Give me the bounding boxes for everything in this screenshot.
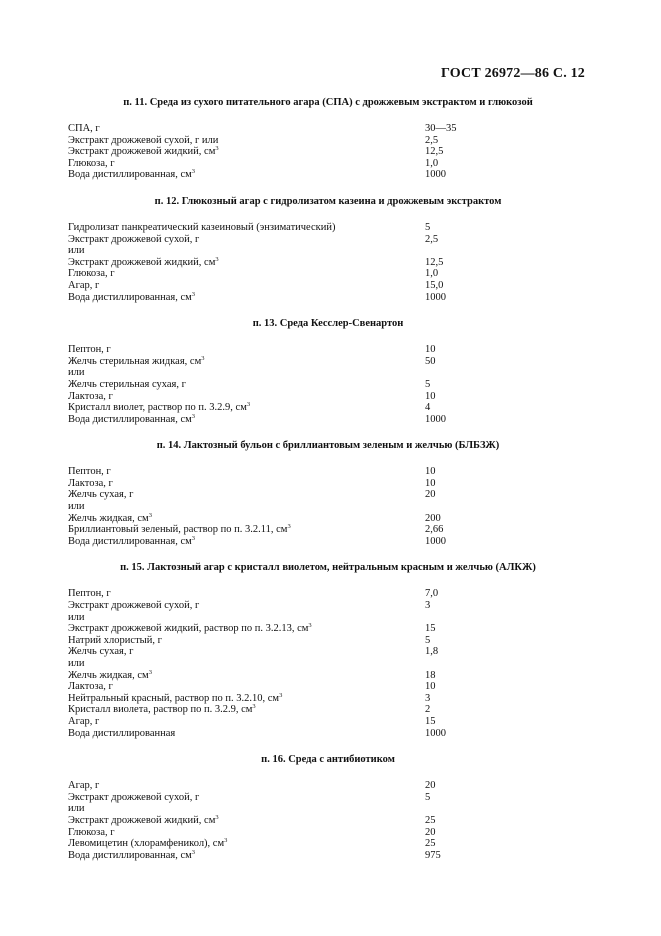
ingredient-label-text: Вода дистиллированная, см [68,849,192,861]
ingredient-label [68,536,195,548]
recipe-section [68,561,588,739]
section-title: п. 15. Лактозный агар с кристалл виолетом, нейтральным красным и желчью (АЛКЖ) [120,562,536,574]
ingredient-amount: 4 [425,402,431,414]
ingredient-row [68,466,588,478]
ingredient-row [68,623,588,635]
ingredient-label [68,356,204,368]
ingredient-label [68,402,250,414]
ingredient-amount: 200 [425,512,441,524]
ingredient-amount: 10 [425,390,436,402]
ingredient-row [68,815,588,827]
ingredient-label [68,268,115,280]
ingredient-label-text: Экстракт дрожжевой сухой, г [68,791,200,803]
ingredient-row [68,588,588,600]
unit-superscript: 3 [252,703,256,711]
ingredient-label [68,704,256,716]
unit-superscript: 3 [246,401,251,409]
recipe-section [68,96,588,181]
unit-superscript: 3 [308,622,312,630]
section-title: п. 11. Среда из сухого питательного агара (СПА) с дрожжевым экстрактом и глюкозой [123,97,533,108]
ingredient-label-text: Вода дистиллированная, см [68,169,192,181]
ingredient-row [68,524,588,536]
unit-superscript: 3 [279,691,283,699]
ingredient-row [68,257,588,269]
ingredient-row [68,513,588,525]
ingredient-amount: 2,66 [425,524,444,536]
section-title: п. 13. Среда Кесслер-Свенартон [252,318,404,330]
ingredient-label-text: Вода дистиллированная, см [68,413,192,425]
ingredient-amount: 1000 [425,727,446,739]
ingredient-amount: 3 [425,692,431,704]
ingredient-amount: 2,5 [425,134,439,146]
ingredient-label [68,803,84,815]
ingredient-amount: 10 [425,477,436,489]
ingredient-label-text: или [68,611,85,623]
ingredient-label-text: Вода дистиллированная, см [68,535,192,547]
ingredient-label [68,658,84,670]
ingredient-label-text: Желчь жидкая, см [68,669,149,681]
ingredient-label [68,635,162,647]
ingredient-row [68,670,588,682]
ingredient-label [68,623,312,635]
ingredient-row [68,658,588,670]
ingredient-label-text: Экстракт дрожжевой жидкий, раствор по п. 3.2.13, см [68,623,309,635]
ingredient-amount: 2,5 [425,233,439,245]
section-title: п. 16. Среда с антибиотиком [261,754,395,766]
ingredient-label [68,478,113,490]
ingredient-label [68,123,100,135]
ingredient-label [68,524,291,536]
ingredient-row [68,169,588,181]
ingredient-amount: 10 [425,466,436,478]
ingredient-label-text: Кристалл виолет, раствор по п. 3.2.9, см [68,402,247,414]
ingredient-amount: 30—35 [425,123,457,134]
ingredient-label [68,489,133,501]
ingredient-row [68,402,588,414]
ingredient-amount: 7,0 [425,588,439,600]
ingredient-amount: 1,8 [425,646,439,658]
ingredient-row [68,245,588,257]
ingredient-label-text: Пептон, г [68,588,111,600]
ingredient-label [68,600,199,612]
ingredient-label [68,792,199,804]
ingredient-label-text: Желчь сухая, г [68,489,134,501]
unit-superscript: 3 [148,511,152,519]
unit-superscript: 3 [215,145,219,153]
ingredient-row [68,489,588,501]
ingredient-label-text: Экстракт дрожжевой сухой, г [68,600,200,612]
ingredient-amount: 5 [425,378,431,390]
ingredient-label-text: Натрий хлористый, г [68,634,162,646]
ingredient-label-text: Глюкоза, г [68,826,115,838]
unit-superscript: 3 [287,523,291,531]
ingredient-label-text: Пептон, г [68,344,111,356]
page-header: ГОСТ 26972—86 С. 12 [441,66,585,81]
document-body [68,96,588,875]
ingredient-label [68,838,227,850]
unit-superscript: 3 [191,412,196,420]
ingredient-row [68,391,588,403]
ingredient-label [68,681,113,693]
ingredient-label [68,146,219,158]
ingredient-label [68,588,111,600]
ingredient-label-text: или [68,245,85,257]
ingredient-amount: 1000 [425,413,446,425]
section-title: п. 14. Лактозный бульон с бриллиантовым зеленым и желчью (БЛБЗЖ) [156,440,500,452]
ingredient-label-text: Кристалл виолета, раствор по п. 3.2.9, см [68,704,253,716]
ingredient-label [68,670,152,682]
unit-superscript: 3 [215,255,219,263]
ingredient-row [68,158,588,170]
ingredient-label-text: Вода дистиллированная [68,727,176,739]
ingredient-row [68,728,588,740]
ingredient-row [68,222,588,234]
ingredient-label [68,280,99,292]
ingredient-label-text: Агар, г [68,715,100,727]
ingredient-row [68,356,588,368]
ingredient-amount: 10 [425,681,436,693]
ingredient-label-text: Вода дистиллированная, см [68,291,192,303]
ingredient-amount: 20 [425,826,436,838]
ingredient-row [68,827,588,839]
ingredient-amount: 12,5 [425,256,444,268]
ingredient-label-text: или [68,803,85,815]
ingredient-row [68,379,588,391]
ingredient-label-text: Лактоза, г [68,681,113,693]
unit-superscript: 3 [191,290,196,298]
ingredient-row [68,646,588,658]
ingredient-row [68,292,588,304]
ingredient-amount: 1000 [425,535,446,547]
ingredient-label-text: Бриллиантовый зеленый, раствор по п. 3.2.11, см [68,524,288,536]
recipe-section [68,439,588,547]
ingredient-row [68,344,588,356]
recipe-section [68,317,588,425]
ingredient-amount: 5 [425,791,431,803]
ingredient-label-text: или [68,658,85,669]
ingredient-label-text: Лактоза, г [68,477,113,489]
ingredient-amount: 12,5 [425,146,444,158]
recipe-section [68,195,588,303]
ingredient-label [68,344,111,356]
ingredient-row [68,135,588,147]
ingredient-label-text: Левомицетин (хлорамфеникол), см [68,838,225,850]
ingredient-label [68,646,133,658]
ingredient-row [68,803,588,815]
ingredient-row [68,146,588,158]
ingredient-amount: 1000 [425,169,446,181]
ingredient-row [68,704,588,716]
ingredient-label [68,292,195,304]
ingredient-label [68,222,335,234]
ingredient-label [68,169,195,181]
ingredient-label [68,367,84,379]
unit-superscript: 3 [201,354,205,362]
ingredient-label-text: или [68,501,85,513]
ingredient-row [68,792,588,804]
ingredient-amount: 1000 [425,291,446,303]
ingredient-row [68,716,588,728]
ingredient-row [68,123,588,135]
ingredient-amount: 20 [425,489,436,501]
ingredient-label [68,815,219,827]
unit-superscript: 3 [191,848,196,856]
ingredient-row [68,414,588,426]
ingredient-label-text: Желчь стерильная жидкая, см [68,355,202,367]
ingredient-label-text: Агар, г [68,780,100,792]
ingredient-label [68,728,175,740]
ingredient-row [68,501,588,513]
ingredient-label-text: Глюкоза, г [68,268,115,280]
ingredient-label [68,158,115,170]
ingredient-label [68,379,186,391]
ingredient-label-text: Желчь стерильная сухая, г [68,378,186,390]
ingredient-label-text: Пептон, г [68,466,111,478]
ingredient-label-text: Желчь жидкая, см [68,512,149,524]
ingredient-row [68,612,588,624]
ingredient-amount: 2 [425,704,431,716]
ingredient-row [68,367,588,379]
unit-superscript: 3 [191,168,196,176]
ingredient-amount: 3 [425,600,431,612]
ingredient-label-text: Агар, г [68,279,100,291]
recipe-section [68,753,588,861]
section-title: п. 12. Глюкозный агар с гидролизатом казеина и дрожжевым экстрактом [154,195,502,207]
ingredient-label [68,466,111,478]
ingredient-amount: 25 [425,814,436,826]
ingredient-amount: 1,0 [425,157,439,169]
ingredient-amount: 25 [425,838,436,850]
ingredient-row [68,280,588,292]
ingredient-row [68,635,588,647]
ingredient-amount: 15,0 [425,279,444,291]
ingredient-label [68,257,219,269]
ingredient-label [68,245,84,257]
ingredient-amount: 15 [425,715,436,727]
ingredient-label-text: Экстракт дрожжевой сухой, г [68,233,200,245]
ingredient-row [68,838,588,850]
ingredient-label [68,135,218,147]
ingredient-label-text: Экстракт дрожжевой жидкий, см [68,146,216,158]
ingredient-label-text: Нейтральный красный, раствор по п. 3.2.10, см [68,692,280,704]
ingredient-amount: 10 [425,344,436,356]
unit-superscript: 3 [191,534,196,542]
ingredient-row [68,536,588,548]
unit-superscript: 3 [215,813,219,821]
ingredient-row [68,681,588,693]
ingredient-label-text: Экстракт дрожжевой жидкий, см [68,814,216,826]
ingredient-amount: 20 [425,780,436,792]
ingredient-label-text: Лактоза, г [68,390,113,402]
ingredient-label [68,693,282,705]
ingredient-label [68,780,99,792]
ingredient-amount: 975 [425,849,441,861]
ingredient-amount: 5 [425,634,431,646]
ingredient-label [68,612,84,624]
ingredient-label [68,501,84,513]
ingredient-row [68,234,588,246]
ingredient-label [68,850,195,862]
ingredient-row [68,780,588,792]
ingredient-label-text: или [68,367,85,379]
ingredient-label-text: Экстракт дрожжевой жидкий, см [68,256,216,268]
ingredient-row [68,268,588,280]
ingredient-label [68,513,152,525]
ingredient-row [68,600,588,612]
unit-superscript: 3 [148,668,152,676]
ingredient-amount: 5 [425,221,431,233]
ingredient-label-text: Глюкоза, г [68,157,115,169]
ingredient-label-text: Гидролизат панкреатический казеиновый (энзиматический) [68,221,336,233]
ingredient-label-text: Желчь сухая, г [68,646,134,658]
ingredient-label [68,234,199,246]
ingredient-row [68,693,588,705]
ingredient-amount: 50 [425,355,436,367]
ingredient-row [68,850,588,862]
unit-superscript: 3 [224,837,228,845]
ingredient-amount: 1,0 [425,268,439,280]
ingredient-label [68,414,195,426]
ingredient-label-text: СПА, г [68,123,100,134]
ingredient-amount: 18 [425,669,436,681]
ingredient-label [68,827,115,839]
ingredient-amount: 15 [425,623,436,635]
ingredient-label [68,716,99,728]
ingredient-label [68,391,113,403]
ingredient-row [68,478,588,490]
ingredient-label-text: Экстракт дрожжевой сухой, г или [68,134,219,146]
